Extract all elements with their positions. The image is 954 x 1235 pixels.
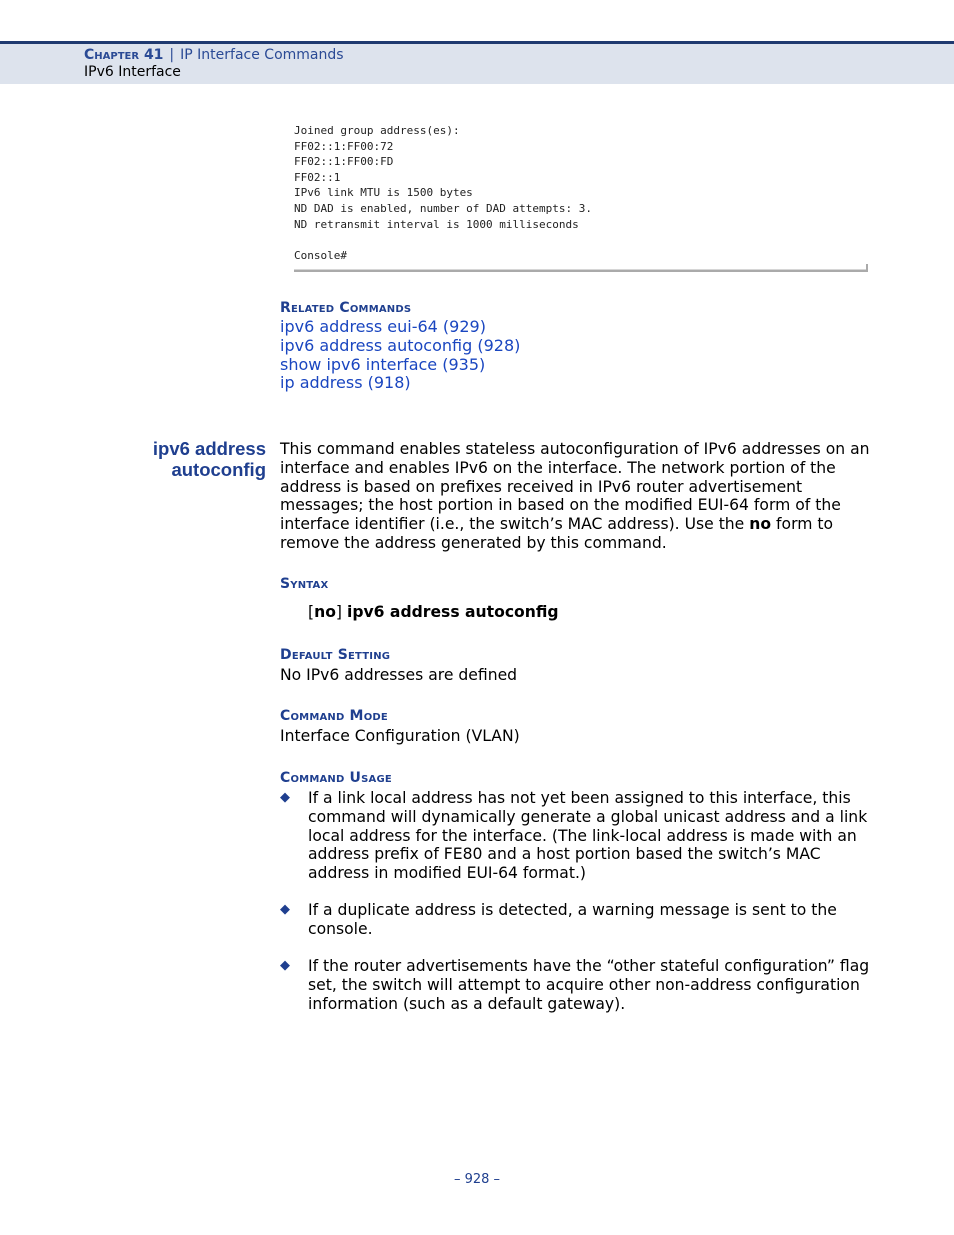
chapter-title: IP Interface Commands xyxy=(180,47,344,63)
command-mode-heading: Command Mode xyxy=(280,708,388,724)
default-setting-heading: Default Setting xyxy=(280,647,391,663)
chapter-number: Chapter 41 xyxy=(84,47,164,63)
syntax-bracket-close: ] xyxy=(335,603,347,621)
related-link[interactable]: ip address (918) xyxy=(280,373,411,393)
related-commands-heading: Related Commands xyxy=(280,300,412,316)
syntax-line xyxy=(308,603,559,621)
code-block-divider xyxy=(294,264,868,272)
usage-text: If a duplicate address is detected, a warning message is sent to the console. xyxy=(308,901,837,939)
related-link[interactable]: ipv6 address eui-64 (929) xyxy=(280,317,486,336)
page-number: – 928 – xyxy=(453,1172,501,1187)
list-item xyxy=(280,789,870,883)
syntax-no: no xyxy=(314,603,336,621)
syntax-bracket-open: [ xyxy=(308,603,315,621)
command-mode-text: Interface Configuration (VLAN) xyxy=(280,727,520,745)
diamond-bullet-icon: ◆ xyxy=(280,902,290,918)
diamond-bullet-icon: ◆ xyxy=(280,790,290,805)
description-bold-no: no xyxy=(749,515,772,534)
page-header xyxy=(0,41,954,84)
command-title xyxy=(153,438,266,480)
command-usage-heading: Command Usage xyxy=(280,770,392,786)
chapter-line xyxy=(84,47,344,63)
related-link[interactable]: show ipv6 interface (935) xyxy=(280,354,486,374)
syntax-command: ipv6 address autoconfig xyxy=(346,603,559,621)
related-link[interactable]: ipv6 address autoconfig (928) xyxy=(280,335,521,355)
command-usage-list xyxy=(280,789,870,1032)
command-description xyxy=(280,440,870,553)
syntax-heading: Syntax xyxy=(280,576,329,592)
command-title-line2: autoconfig xyxy=(171,459,266,480)
default-setting-text: No IPv6 addresses are defined xyxy=(280,666,518,684)
console-output: Joined group address(es): FF02::1:FF00:72 FF02::1:FF00:FD FF02::1 IPv6 link MTU is 1500 bytes ND DAD is enabled, number of DAD attempts: 3. ND retransmit interval is 1000 milliseconds Console# xyxy=(294,124,593,262)
command-title-line1: ipv6 address xyxy=(152,438,266,459)
related-commands-list xyxy=(280,318,520,393)
description-text-end: form to remove the address generated by this command. xyxy=(280,515,834,552)
diamond-bullet-icon: ◆ xyxy=(280,958,290,974)
list-item xyxy=(280,901,870,939)
usage-text: If the router advertisements have the “other stateful configuration” flag set, the switch will attempt to acquire other non-address configuration information (such as a default gateway). xyxy=(308,957,870,1013)
list-item xyxy=(280,957,870,1013)
section-title: IPv6 Interface xyxy=(84,64,181,80)
description-text: This command enables stateless autoconfiguration of IPv6 addresses on an interface and enables IPv6 on the interface. The network portion of the address is based on prefixes received in IPv6 router advertisement messages; the host portion in based on the modified EUI-64 form of the interface identifier (i.e., the switch’s MAC address). Use the xyxy=(280,440,870,534)
header-separator: | xyxy=(169,47,175,63)
usage-text: If a link local address has not yet been assigned to this interface, this command will dynamically generate a global unicast address and a link local address for the interface. (The link-local address is made with an address prefix of FE80 and a host portion based the switch’s MAC address in modified EUI-64 format.) xyxy=(308,789,868,883)
